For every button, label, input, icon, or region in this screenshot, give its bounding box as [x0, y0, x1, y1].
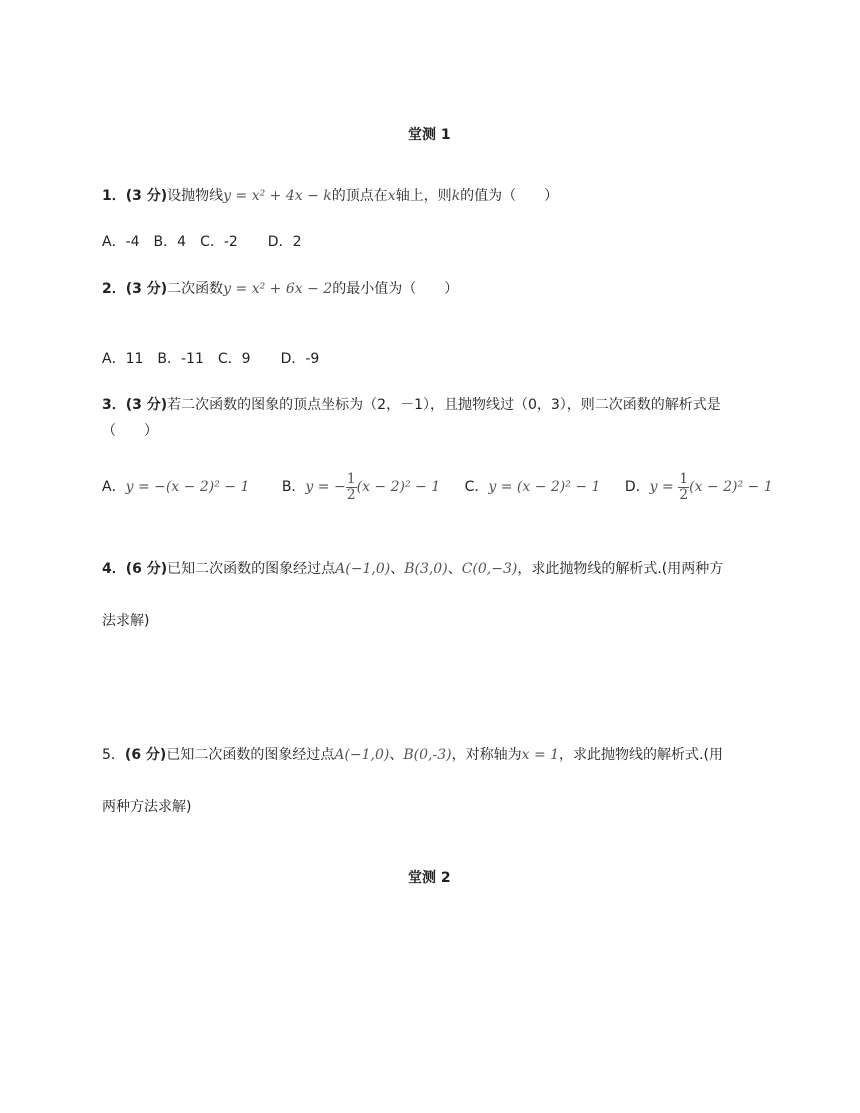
math-part: (x − 2)² − 1: [689, 479, 773, 495]
math-part: (x − 2)² − 1: [356, 479, 441, 495]
option-b: [282, 470, 440, 504]
numerator: 1: [679, 470, 689, 487]
question-3: [102, 395, 721, 415]
fraction: [346, 472, 357, 503]
question-score: (3 分): [125, 281, 168, 297]
math-expression: y = −(x − 2)² − 1: [125, 479, 250, 495]
question-4-continued: 法求解): [102, 613, 150, 629]
option-d: D．2: [267, 234, 302, 250]
question-score: (3 分): [125, 188, 168, 204]
math-expression: [649, 470, 773, 503]
question-3-paren: （ ）: [102, 423, 158, 439]
option-b: B．4: [153, 234, 187, 250]
question-text: ，对称轴为: [451, 747, 522, 763]
question-4: [102, 559, 723, 579]
question-text: 的最小值为（ ）: [332, 281, 459, 297]
question-1-options: [102, 232, 315, 252]
question-number: 2．: [102, 281, 126, 297]
point-c: C(0,−3): [461, 561, 518, 577]
math-expression: y = (x − 2)² − 1: [488, 479, 601, 495]
question-2-options: [102, 349, 333, 369]
option-b: B．-11: [157, 351, 204, 367]
separator: 、: [389, 747, 404, 763]
question-text: 的顶点在: [331, 188, 388, 204]
point-a: A(−1,0): [334, 747, 390, 763]
option-a: A．-4: [102, 234, 140, 250]
fraction: [678, 472, 689, 503]
math-expression: y = x² + 6x − 2: [223, 281, 333, 297]
question-1: [102, 186, 558, 206]
separator: 、: [447, 561, 462, 577]
option-label: D．: [624, 479, 650, 495]
option-label: B．: [281, 479, 306, 495]
question-number: 1．: [102, 188, 126, 204]
axis-equation: x = 1: [521, 747, 560, 763]
question-text: ，求此抛物线的解析式.(用两种方: [517, 561, 724, 577]
question-text: 二次函数: [167, 281, 224, 297]
question-number: 3．: [102, 397, 126, 413]
denominator: 2: [346, 486, 356, 503]
question-text: 轴上，则: [395, 188, 452, 204]
question-text: 的值为（ ）: [460, 188, 559, 204]
option-d: [625, 470, 773, 504]
question-5: [102, 745, 723, 765]
question-number: 4．: [102, 561, 126, 577]
section-title-1: 堂测 1: [408, 127, 451, 143]
option-c: C．9: [217, 351, 251, 367]
question-text: ，求此抛物线的解析式.(用: [559, 747, 723, 763]
math-expression: [305, 470, 441, 503]
question-text: 设抛物线: [167, 188, 224, 204]
option-label: C．: [464, 479, 489, 495]
option-d: D．-9: [280, 351, 320, 367]
option-a: A．11: [102, 351, 144, 367]
option-c: C．-2: [200, 234, 238, 250]
question-score: (6 分): [125, 561, 168, 577]
point-b: B(3,0): [404, 561, 448, 577]
question-5-continued: 两种方法求解): [102, 799, 192, 815]
question-text: 已知二次函数的图象经过点: [166, 747, 335, 763]
option-c: [465, 470, 601, 504]
question-3-options: [102, 470, 773, 504]
point-a: A(−1,0): [335, 561, 391, 577]
option-a: [102, 470, 249, 504]
math-variable: x: [387, 188, 396, 204]
question-score: (3 分): [125, 397, 168, 413]
math-variable: k: [451, 188, 461, 204]
question-text: 若二次函数的图象的顶点坐标为（2，－1），且抛物线过（0，3），则二次函数的解析式是: [167, 397, 721, 413]
math-expression: y = x² + 4x − k: [223, 188, 332, 204]
question-2: [102, 279, 458, 299]
question-score: (6 分): [124, 747, 167, 763]
question-number: 5．: [102, 747, 125, 763]
numerator: 1: [346, 470, 356, 487]
math-part: y =: [649, 479, 679, 495]
question-text: 已知二次函数的图象经过点: [167, 561, 336, 577]
math-part: y = −: [305, 479, 346, 495]
option-label: A．: [102, 479, 126, 495]
point-b: B(0,-3): [403, 747, 452, 763]
section-title-2: 堂测 2: [408, 870, 451, 886]
denominator: 2: [679, 486, 689, 503]
separator: 、: [390, 561, 405, 577]
